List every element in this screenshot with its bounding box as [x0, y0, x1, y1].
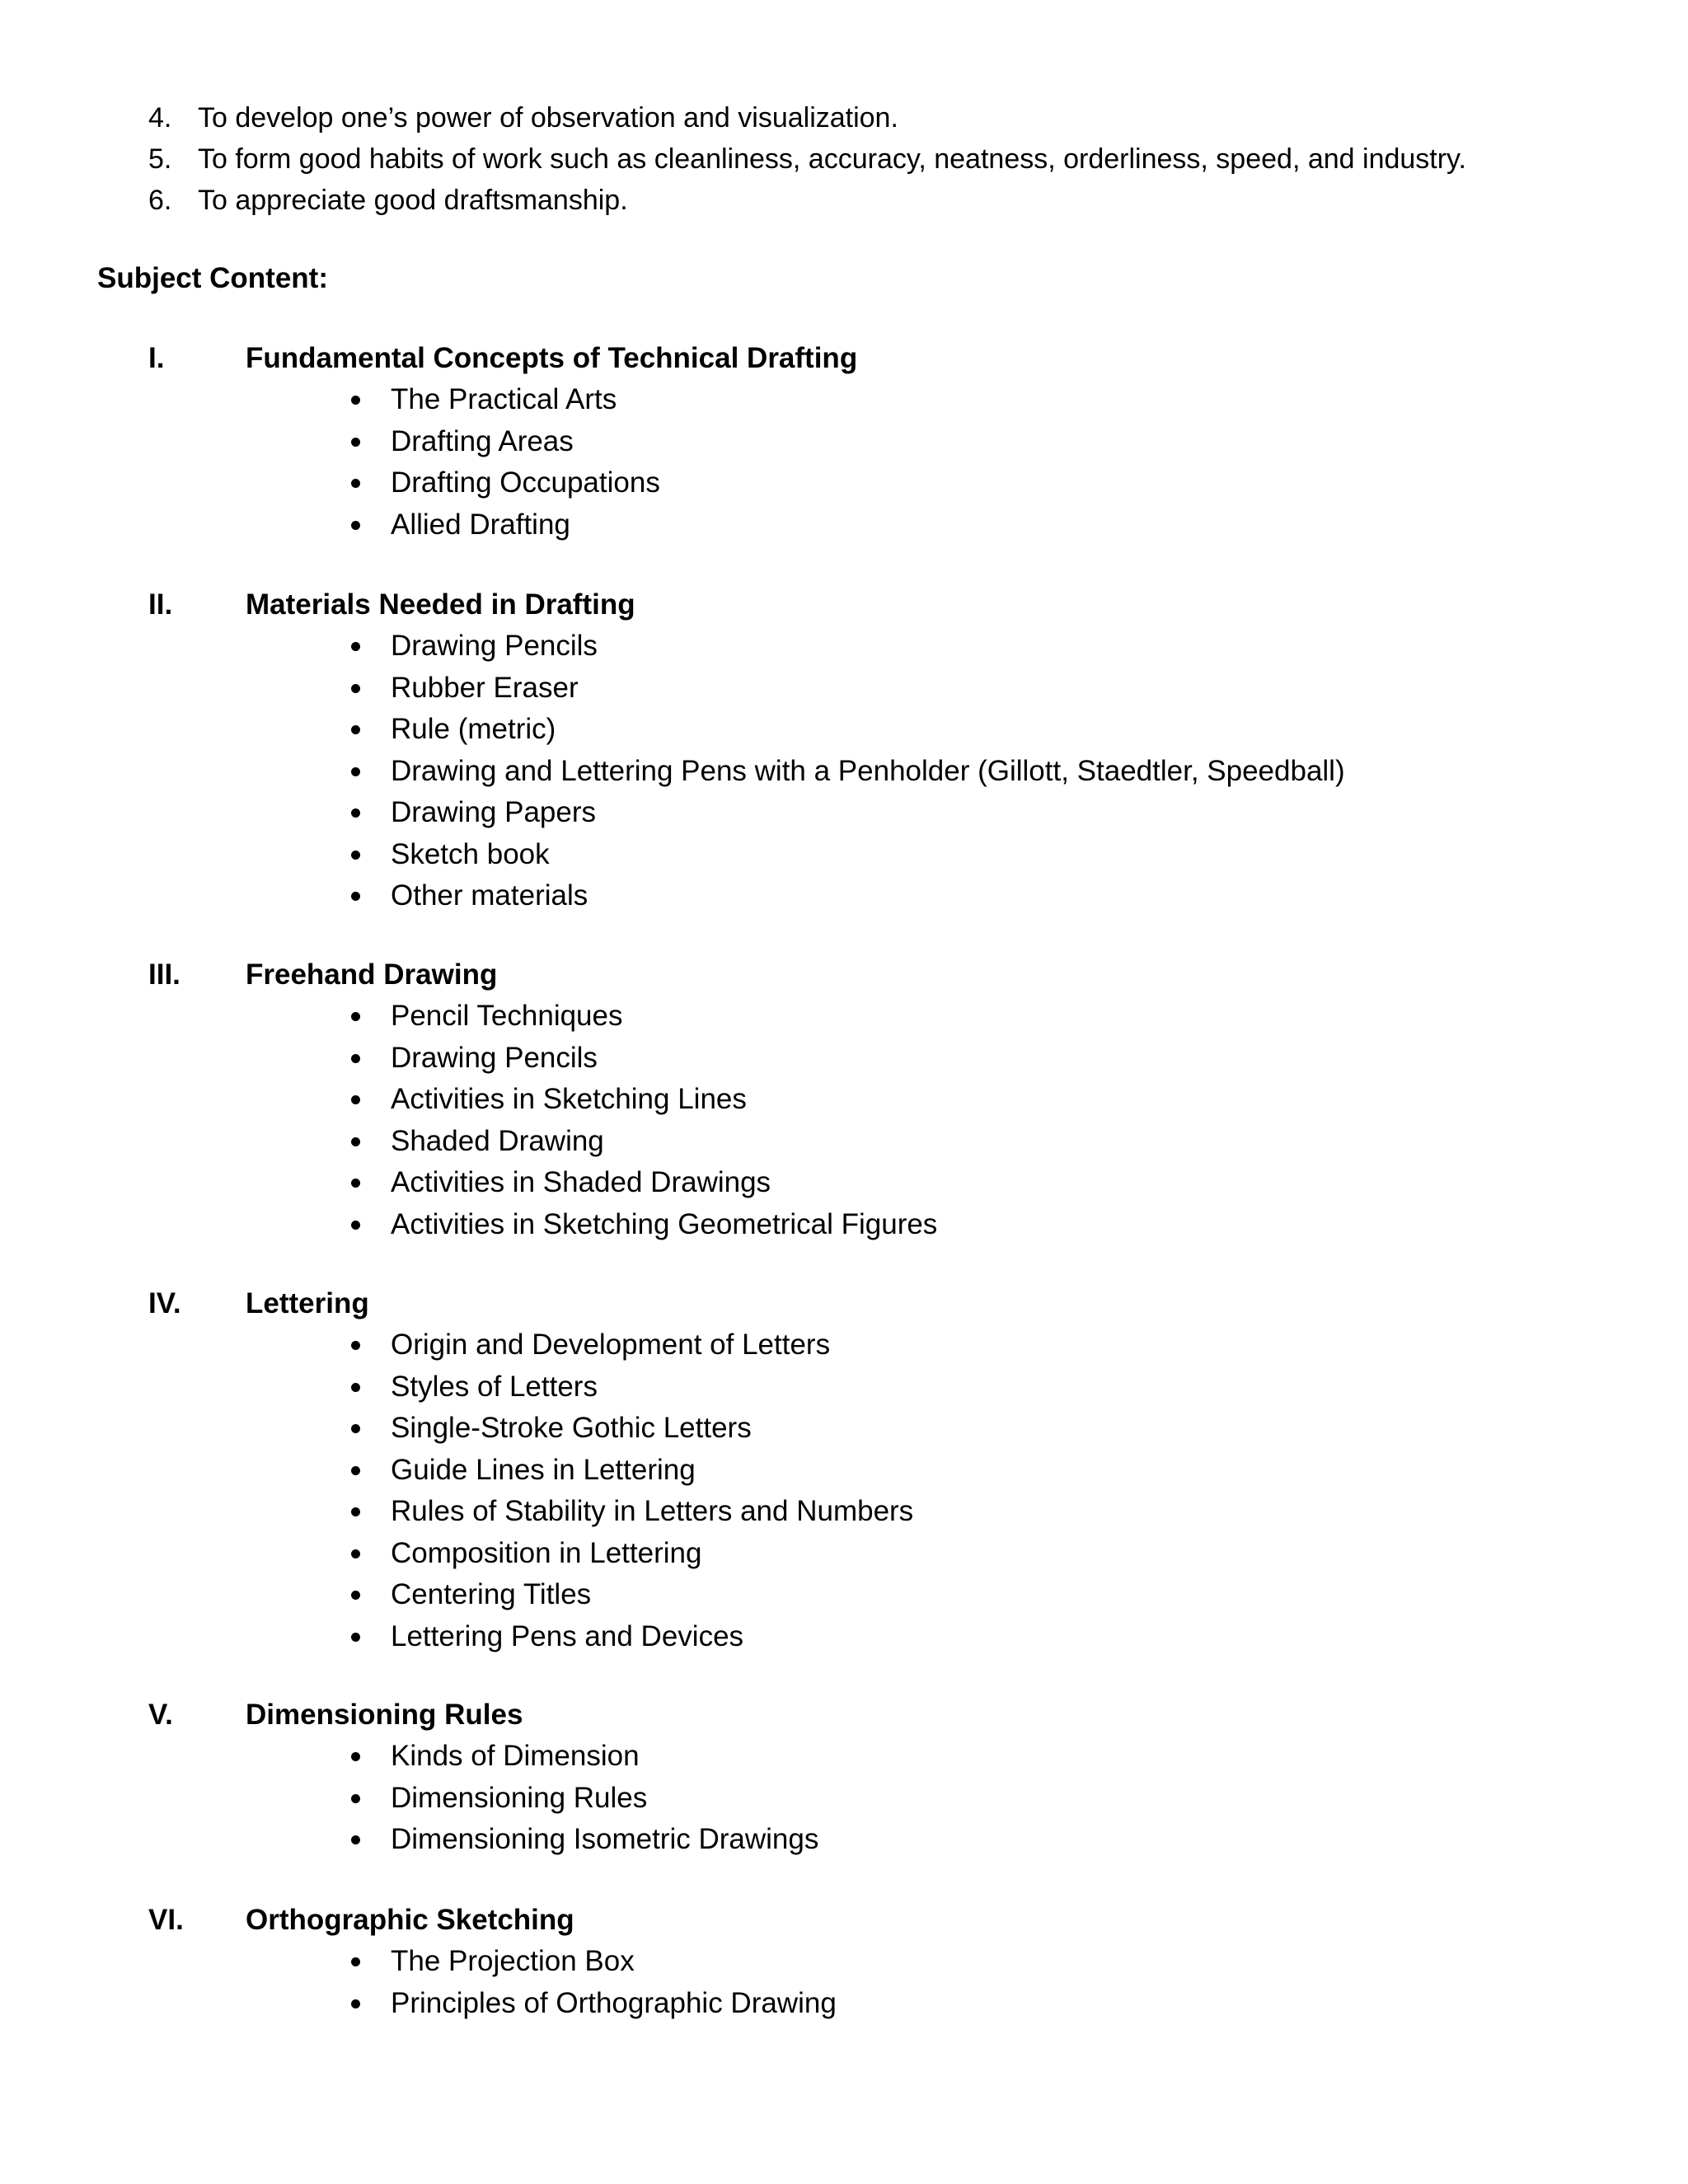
- section-numeral: III.: [148, 958, 181, 991]
- bullet-icon: [351, 1999, 360, 2008]
- list-item: [345, 1616, 913, 1658]
- list-item: [345, 1121, 937, 1163]
- objective-text: To develop one’s power of observation and visualization.: [198, 102, 898, 134]
- list-item: [345, 1038, 937, 1080]
- bullet-icon: [351, 684, 360, 693]
- section-numeral: IV.: [148, 1287, 181, 1319]
- list-item: [345, 626, 1345, 668]
- list-item: [345, 996, 937, 1038]
- list-item: [345, 1450, 913, 1492]
- bullet-icon: [351, 1957, 360, 1966]
- bullet-icon: [351, 479, 360, 488]
- objective-text: To form good habits of work such as cleanliness, accuracy, neatness, orderliness, speed, and industry.: [198, 143, 1466, 175]
- bullet-icon: [351, 1383, 360, 1392]
- list-item: [345, 1324, 913, 1366]
- list-item-text: Dimensioning Isometric Drawings: [391, 1823, 819, 1855]
- list-item: [345, 421, 857, 463]
- objective-text: To appreciate good draftsmanship.: [198, 185, 628, 216]
- list-item-text: Activities in Sketching Geometrical Figures: [391, 1207, 938, 1240]
- bullet-icon: [351, 808, 360, 818]
- bullet-icon: [351, 1095, 360, 1104]
- list-item-text: Drafting Areas: [391, 424, 574, 457]
- list-item-text: Activities in Sketching Lines: [391, 1083, 747, 1115]
- section-fundamental-concepts: [148, 338, 857, 546]
- section-heading: [148, 584, 1345, 626]
- list-item: [345, 751, 1345, 793]
- section-heading: [148, 1694, 818, 1736]
- bullet-list: [148, 379, 857, 546]
- list-item: [345, 462, 857, 504]
- section-title: Lettering: [246, 1287, 369, 1319]
- bullet-icon: [351, 1137, 360, 1146]
- section-title: Freehand Drawing: [246, 958, 498, 991]
- list-item: [345, 1736, 818, 1778]
- list-item-text: Shaded Drawing: [391, 1124, 604, 1157]
- list-item-text: Rule (metric): [391, 713, 556, 745]
- section-heading: [148, 338, 857, 379]
- list-item: [345, 1778, 818, 1820]
- list-item-text: Drawing Pencils: [391, 630, 598, 662]
- objectives-list: [148, 97, 1466, 221]
- bullet-icon: [351, 1466, 360, 1475]
- list-item: [345, 1491, 913, 1533]
- bullet-icon: [351, 642, 360, 651]
- objective-number: 5.: [148, 143, 172, 175]
- list-item: [345, 1819, 818, 1861]
- list-item-text: Other materials: [391, 879, 588, 912]
- list-item-text: Rules of Stability in Letters and Numbers: [391, 1495, 914, 1527]
- bullet-list: [148, 1324, 913, 1657]
- bullet-icon: [351, 1012, 360, 1021]
- section-materials-needed: [148, 584, 1345, 917]
- objective-number: 6.: [148, 185, 172, 216]
- bullet-icon: [351, 1179, 360, 1188]
- bullet-icon: [351, 1549, 360, 1558]
- bullet-icon: [351, 521, 360, 530]
- bullet-icon: [351, 1341, 360, 1350]
- list-item-text: Sketch book: [391, 837, 550, 870]
- bullet-list: [148, 1736, 818, 1861]
- section-numeral: V.: [148, 1699, 173, 1731]
- list-item-text: Pencil Techniques: [391, 1000, 623, 1032]
- subject-content-heading: Subject Content:: [97, 262, 328, 294]
- bullet-icon: [351, 892, 360, 901]
- list-item-text: Single-Stroke Gothic Letters: [391, 1412, 752, 1444]
- bullet-icon: [351, 396, 360, 405]
- list-item: [345, 709, 1345, 751]
- list-item: [345, 504, 857, 546]
- list-item: [345, 1366, 913, 1408]
- list-item: [345, 1533, 913, 1575]
- bullet-list: [148, 996, 937, 1245]
- list-item-text: Styles of Letters: [391, 1370, 598, 1403]
- list-item-text: Drafting Occupations: [391, 466, 660, 499]
- list-item: [345, 1408, 913, 1450]
- section-title: Dimensioning Rules: [246, 1699, 523, 1731]
- section-numeral: II.: [148, 588, 173, 621]
- bullet-icon: [351, 1507, 360, 1516]
- list-item-text: Centering Titles: [391, 1578, 592, 1610]
- list-item: [345, 668, 1345, 710]
- section-dimensioning-rules: [148, 1694, 818, 1861]
- objective-number: 4.: [148, 102, 172, 134]
- section-orthographic-sketching: [148, 1900, 837, 2024]
- bullet-list: [148, 626, 1345, 917]
- bullet-icon: [351, 725, 360, 734]
- list-item-text: Drawing Pencils: [391, 1041, 598, 1074]
- section-title: Orthographic Sketching: [246, 1904, 574, 1936]
- list-item: [345, 875, 1345, 917]
- section-heading: [148, 1283, 913, 1324]
- list-item: [345, 834, 1345, 876]
- list-item-text: Origin and Development of Letters: [391, 1329, 831, 1361]
- list-item-text: Lettering Pens and Devices: [391, 1619, 744, 1652]
- list-item-text: Rubber Eraser: [391, 671, 579, 704]
- bullet-icon: [351, 767, 360, 776]
- list-item-text: The Projection Box: [391, 1945, 635, 1977]
- bullet-icon: [351, 1424, 360, 1433]
- bullet-icon: [351, 1752, 360, 1761]
- list-item-text: Principles of Orthographic Drawing: [391, 1986, 837, 2019]
- list-item: [345, 1574, 913, 1616]
- list-item-text: Drawing Papers: [391, 796, 596, 828]
- bullet-icon: [351, 1633, 360, 1642]
- list-item-text: Composition in Lettering: [391, 1536, 702, 1569]
- list-item-text: Allied Drafting: [391, 508, 570, 541]
- section-freehand-drawing: [148, 954, 937, 1245]
- list-item-text: The Practical Arts: [391, 383, 617, 415]
- section-heading: [148, 1900, 837, 1941]
- section-numeral: I.: [148, 342, 165, 374]
- section-title: Fundamental Concepts of Technical Drafting: [246, 342, 858, 374]
- list-item: [345, 1983, 837, 2025]
- list-item-text: Drawing and Lettering Pens with a Penholder (Gillott, Staedtler, Speedball): [391, 754, 1345, 787]
- list-item: [345, 1079, 937, 1121]
- list-item-text: Dimensioning Rules: [391, 1781, 648, 1814]
- bullet-icon: [351, 438, 360, 447]
- list-item: [345, 792, 1345, 834]
- section-heading: [148, 954, 937, 996]
- section-lettering: [148, 1283, 913, 1657]
- list-item: [345, 379, 857, 421]
- bullet-list: [148, 1941, 837, 2024]
- bullet-icon: [351, 1054, 360, 1063]
- objective-item: [148, 97, 1466, 138]
- list-item: [345, 1162, 937, 1204]
- bullet-icon: [351, 1794, 360, 1803]
- bullet-icon: [351, 1835, 360, 1844]
- bullet-icon: [351, 1591, 360, 1600]
- section-numeral: VI.: [148, 1904, 184, 1936]
- bullet-icon: [351, 1221, 360, 1230]
- list-item-text: Activities in Shaded Drawings: [391, 1166, 771, 1198]
- objective-item: [148, 138, 1466, 180]
- list-item-text: Guide Lines in Lettering: [391, 1453, 696, 1486]
- list-item: [345, 1941, 837, 1983]
- bullet-icon: [351, 851, 360, 860]
- list-item-text: Kinds of Dimension: [391, 1740, 640, 1772]
- list-item: [345, 1204, 937, 1246]
- objective-item: [148, 180, 1466, 221]
- section-title: Materials Needed in Drafting: [246, 588, 635, 621]
